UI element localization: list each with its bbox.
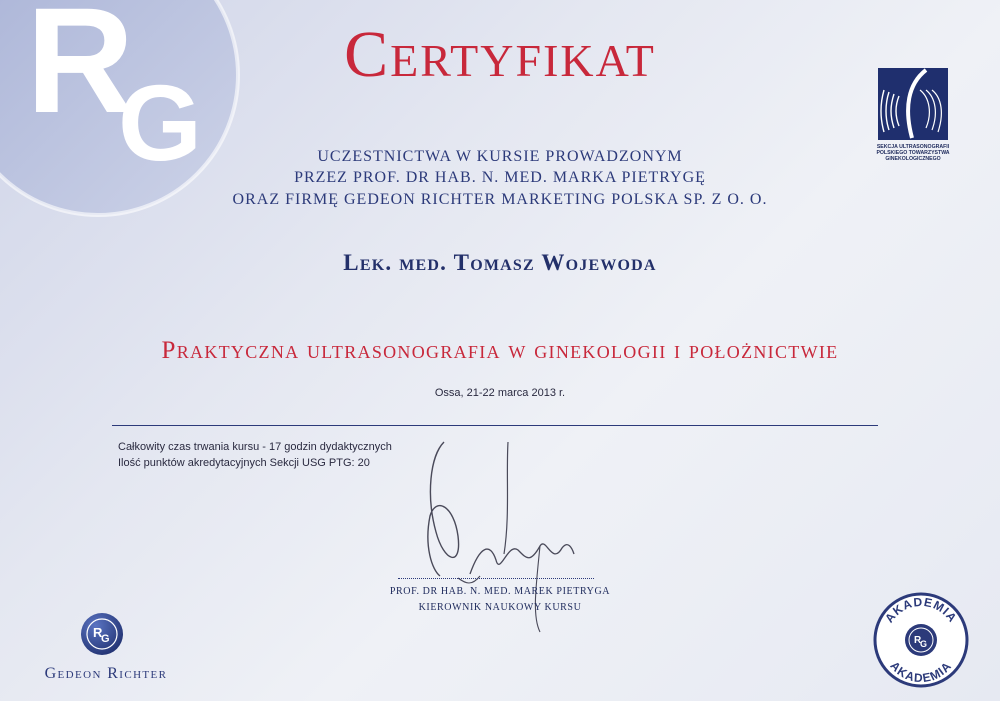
sekcja-caption-3: GINEKOLOGICZNEGO [885,156,941,162]
svg-text:R: R [93,625,103,640]
certificate-title: Certyfikat [344,18,656,91]
signer-role: KIEROWNIK NAUKOWY KURSU [418,602,582,613]
svg-text:G: G [118,62,203,183]
signer-name: PROF. DR HAB. N. MED. MAREK PIETRYGA [389,586,611,597]
gedeon-richter-badge-icon [80,612,124,656]
sekcja-caption-1: SEKCJA ULTRASONOGRAFII [876,144,950,150]
course-title: Praktyczna ultrasonografia w ginekologii i położnictwie [161,337,839,364]
recipient-name: Lek. med. Tomasz Wojewoda [343,250,657,275]
svg-text:AKADEMIA: AKADEMIA [887,658,955,686]
svg-text:G: G [101,633,110,645]
intro-line-3: ORAZ FIRMĘ GEDEON RICHTER MARKETING POLSKA SP. Z O. O. [232,191,768,208]
sekcja-caption-2: POLSKIEGO TOWARZYSTWA [876,150,950,156]
intro-line-2: PRZEZ PROF. DR HAB. N. MED. MARKA PIETRYGĘ [294,169,706,186]
intro-line-1: UCZESTNICTWA W KURSIE PROWADZONYM [317,148,683,165]
place-date: Ossa, 21-22 marca 2013 r. [434,387,566,399]
course-duration: Całkowity czas trwania kursu - 17 godzin dydaktycznych [118,441,392,453]
svg-text:R: R [914,635,922,646]
divider-line [112,425,878,426]
accreditation-points: Ilość punktów akredytacyjnych Sekcji USG PTG: 20 [118,457,370,469]
akademia-seal-logo [873,592,969,688]
gedeon-richter-name: Gedeon Richter [44,665,168,682]
svg-text:G: G [920,639,928,649]
svg-text:R: R [26,0,135,144]
signature-line [398,578,594,579]
svg-text:AKADEMIA: AKADEMIA [882,594,960,626]
